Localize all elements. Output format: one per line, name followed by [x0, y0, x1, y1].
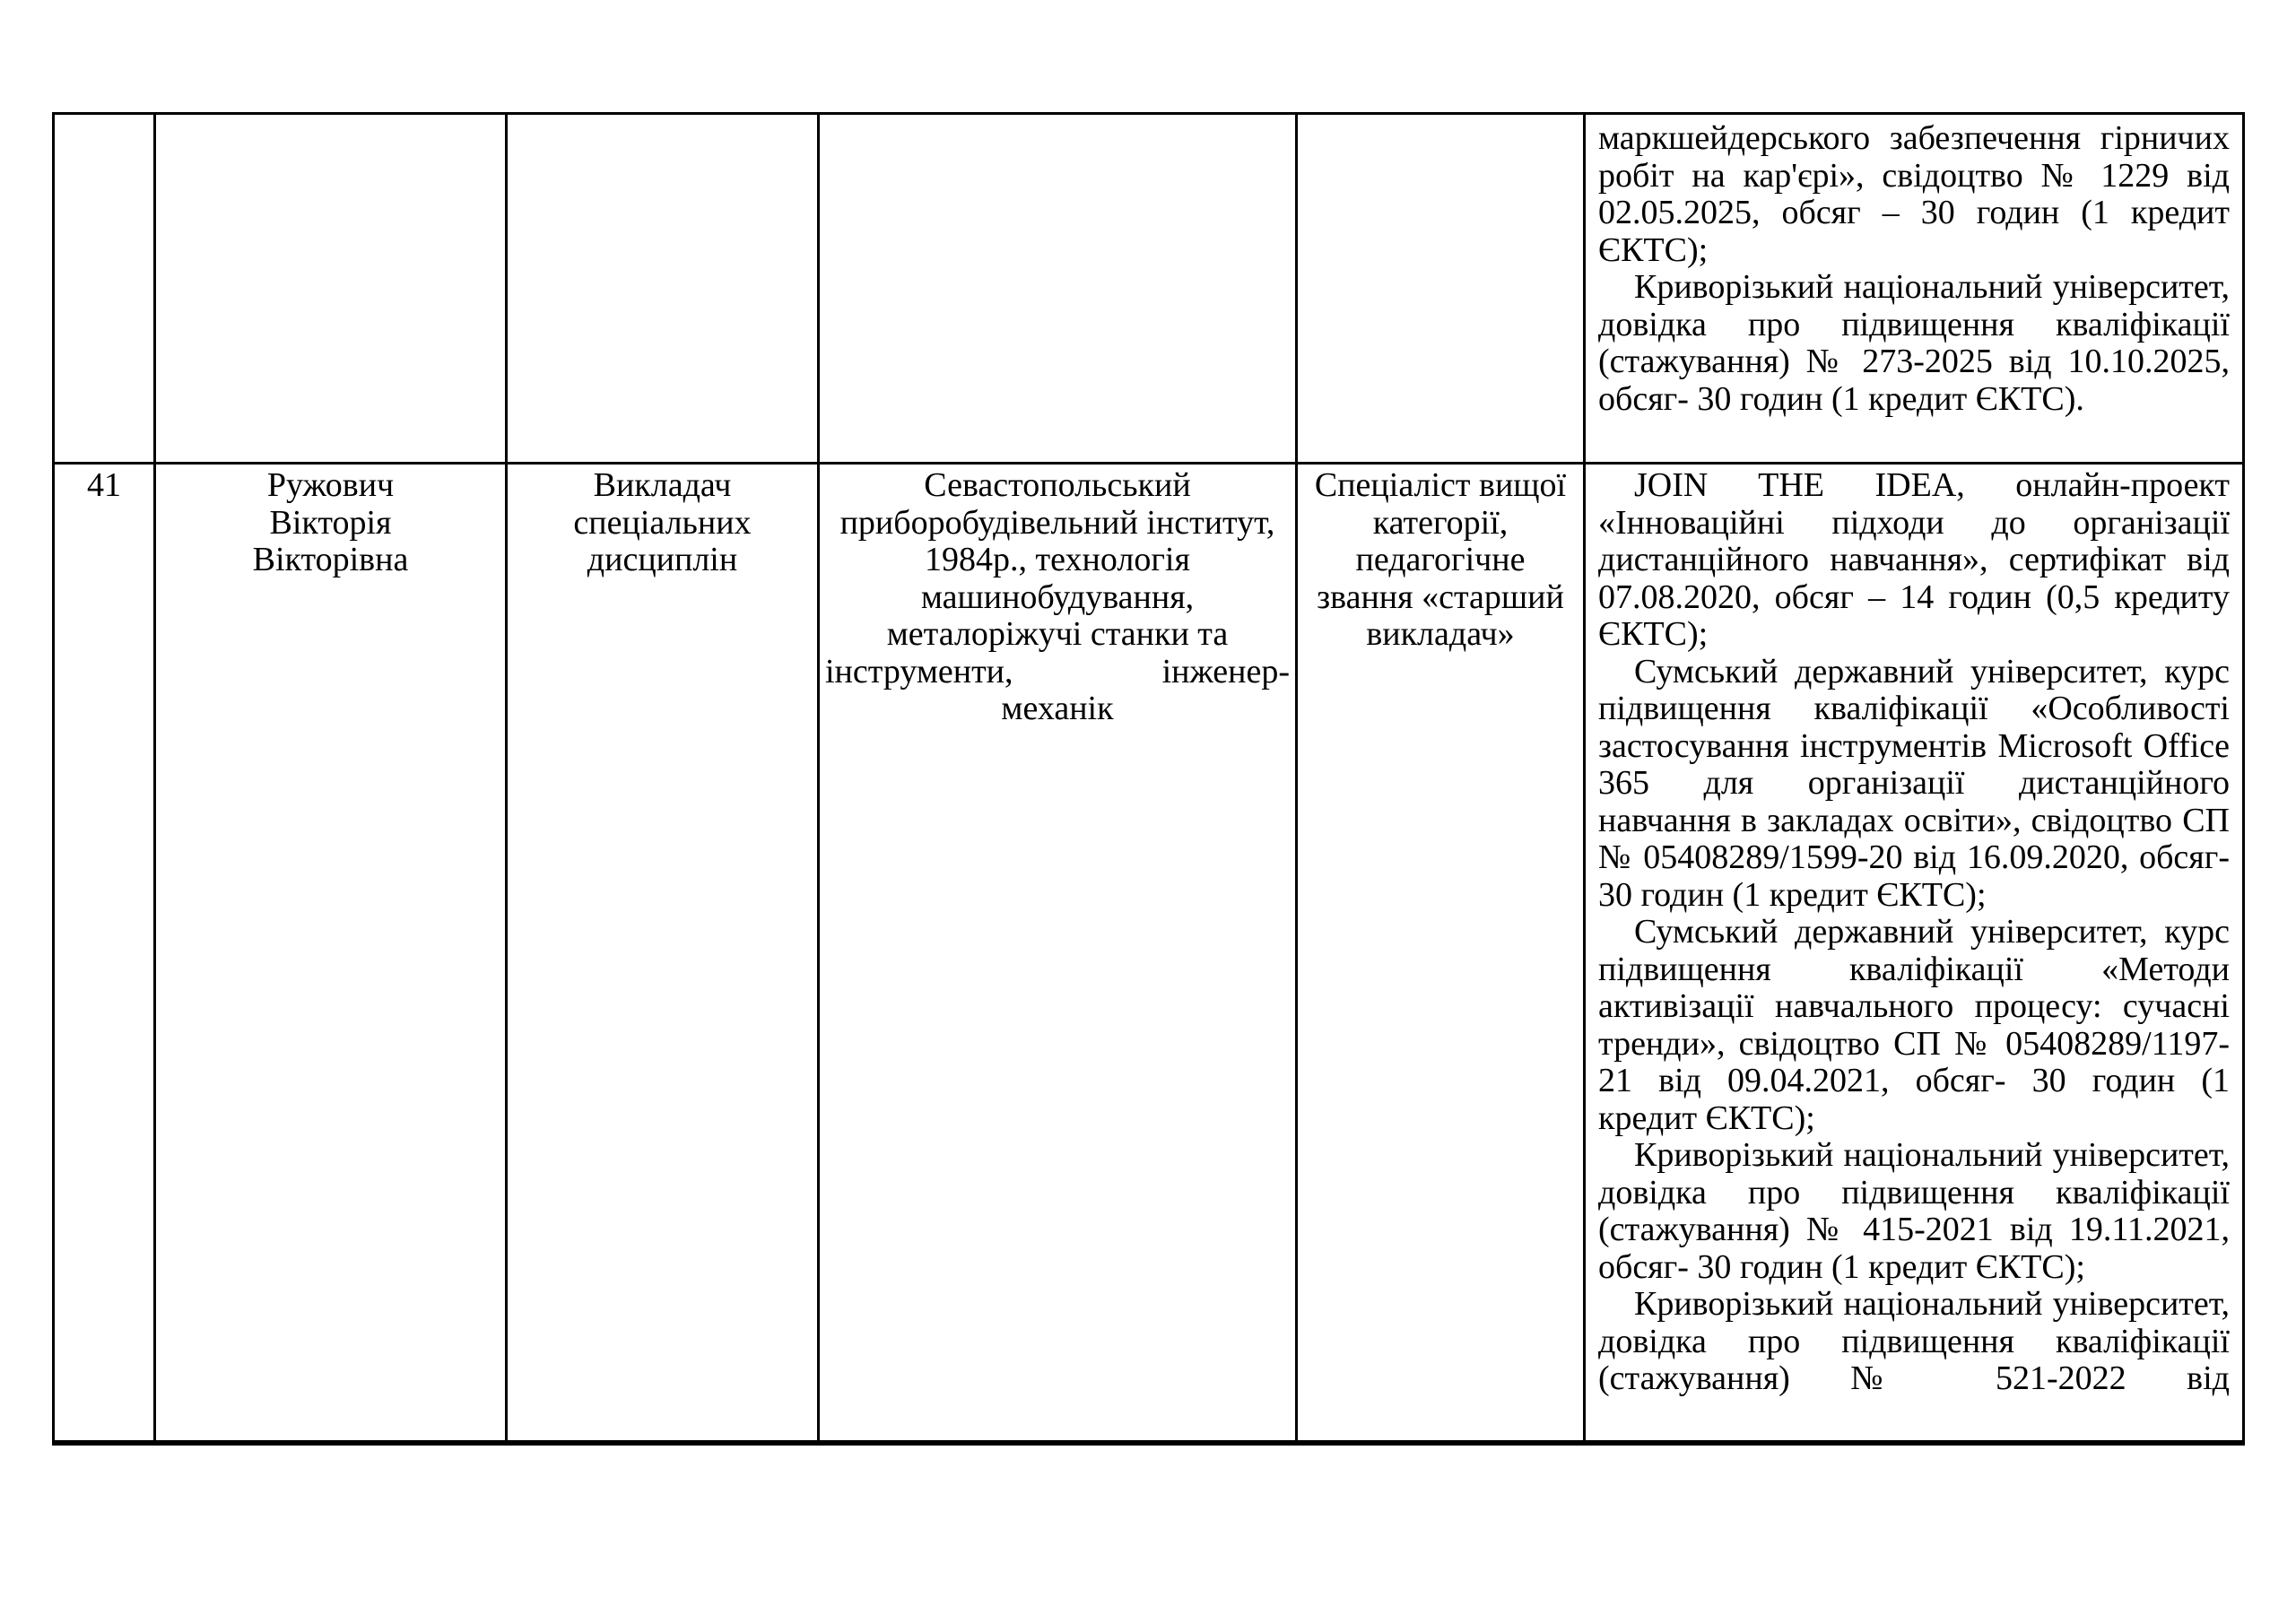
category-line: звання «старший [1317, 578, 1564, 616]
cell-category [1297, 464, 1585, 1444]
qualification-paragraph: Сумський державний університет, курс підвищення кваліфікації «Методи активізації навчального процесу: сучасні тренди», свідоцтво СП № 05408289/1197-21 від 09.04.2021, обсяг- 30 годин (1 кредит ЄКТС); [1598, 913, 2230, 1137]
cell-teacher-name [155, 464, 507, 1444]
education-line: механік [1001, 690, 1114, 727]
education-line-left: інструменти, [825, 652, 1013, 690]
education-line: приборобудівельний інститут, [839, 503, 1275, 542]
teacher-education [820, 465, 1295, 728]
teacher-surname: Ружович [266, 466, 395, 504]
position-line: спеціальних [573, 503, 752, 542]
position-line: Викладач [593, 466, 732, 504]
category-line: викладач» [1366, 615, 1515, 653]
teacher-name [156, 465, 505, 579]
cell-category-empty [1297, 114, 1585, 464]
table-row-continued [54, 114, 2244, 464]
empty-cell [55, 115, 153, 117]
cell-position-empty [507, 114, 819, 464]
category-line: педагогічне [1355, 541, 1526, 578]
cell-education [819, 464, 1297, 1444]
education-line-right: інженер- [1161, 652, 1290, 690]
cell-number-empty [54, 114, 155, 464]
cell-qualification [1585, 464, 2244, 1444]
qualification-paragraph: Сумський державний університет, курс підвищення кваліфікації «Особливості застосування інструментів Microsoft Office 365 для організації дистанційного навчання в закладах освіти», свідоцтво СП № 05408289/1599-20 від 16.09.2020, обсяг- 30 годин (1 кредит ЄКТС); [1598, 652, 2230, 914]
cell-position [507, 464, 819, 1444]
qualification-text-continued [1586, 115, 2242, 461]
cell-name-empty [155, 114, 507, 464]
education-line: Севастопольський [924, 466, 1191, 504]
education-line-justified [825, 654, 1290, 691]
position-line: дисциплін [587, 541, 738, 578]
education-line: металоріжучі станки та [886, 615, 1229, 653]
qualification-paragraph-cut-off: Криворізький національний університет, довідка про підвищення кваліфікації (стажування) № 521-2022 від [1598, 1285, 2230, 1397]
empty-cell [156, 115, 505, 117]
teacher-patronymic: Вікторівна [252, 541, 409, 578]
qualification-paragraph: JOIN THE IDEA, онлайн-проект «Інноваційні підходи до організації дистанційного навчання», сертифікат від 07.08.2020, обсяг – 14 годин (0,5 кредиту ЄКТС); [1598, 466, 2230, 653]
category-line: Спеціаліст вищої [1314, 466, 1567, 504]
row-number: 41 [87, 466, 121, 504]
empty-cell [1298, 115, 1583, 117]
qualification-paragraph: Криворізький національний університет, довідка про підвищення кваліфікації (стажування) № 415-2021 від 19.11.2021, обсяг- 30 годин (1 кредит ЄКТС); [1598, 1136, 2230, 1286]
table-row-41 [54, 464, 2244, 1444]
teacher-firstname: Вікторія [269, 503, 392, 542]
empty-cell [508, 115, 817, 117]
cell-row-number [54, 464, 155, 1444]
teacher-category [1298, 465, 1583, 654]
category-line: категорії, [1372, 503, 1509, 542]
empty-cell [820, 115, 1295, 117]
teacher-position [508, 465, 817, 579]
qualification-paragraph: маркшейдерського забезпечення гірничих робіт на кар'єрі», свідоцтво № 1229 від 02.05.2025, обсяг – 30 годин (1 кредит ЄКТС); [1598, 119, 2230, 269]
qualification-paragraph: Криворізький національний університет, довідка про підвищення кваліфікації (стажування) № 273-2025 від 10.10.2025, обсяг- 30 годин (1 кредит ЄКТС). [1598, 268, 2230, 418]
education-line: машинобудування, [920, 578, 1195, 616]
cell-qualification-continued [1585, 114, 2244, 464]
cell-education-empty [819, 114, 1297, 464]
teachers-qualification-table [52, 112, 2245, 1446]
education-line: 1984р., технологія [925, 541, 1190, 578]
qualification-text [1586, 465, 2242, 1439]
